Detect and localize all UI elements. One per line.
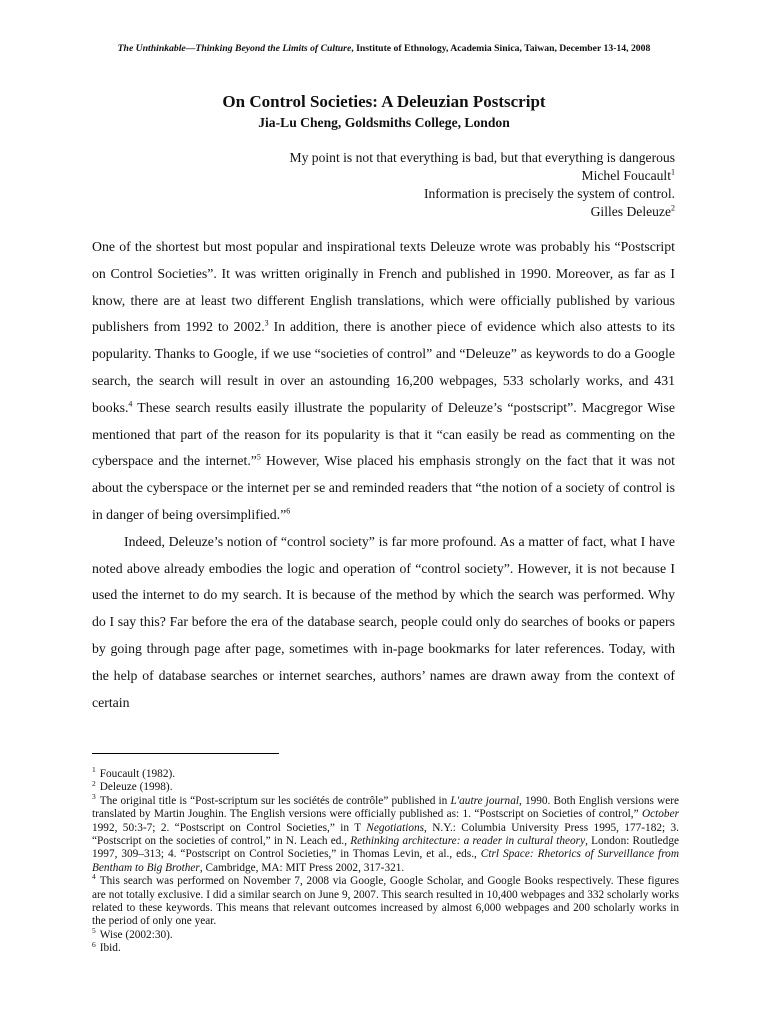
epigraph-quote-2: Information is precisely the system of control. bbox=[423, 186, 675, 201]
footnote-ref-2[interactable]: 2 bbox=[671, 203, 675, 213]
epigraph bbox=[290, 149, 675, 221]
footnote-ref-5[interactable]: 5 bbox=[256, 452, 261, 462]
footnote-4 bbox=[92, 872, 679, 929]
footnote-6 bbox=[92, 939, 679, 955]
journal-title: October bbox=[641, 808, 679, 821]
footnote-2 bbox=[92, 778, 679, 794]
author-line: Jia-Lu Cheng, Goldsmiths College, London bbox=[258, 115, 510, 130]
footnote-number: 1 bbox=[92, 765, 96, 775]
footnote-1 bbox=[92, 765, 679, 781]
epigraph-quote-1: My point is not that everything is bad, but that everything is dangerous bbox=[289, 150, 675, 165]
paragraph-1-text-c: These search results easily illustrate the popularity of Deleuze’s “postscript”. Macgregor Wise mentioned that part of the reason for its popularity is that it “can easily be read as commenting on the cyberspace and the internet.” bbox=[92, 399, 675, 469]
footnote-number: 5 bbox=[92, 926, 96, 936]
paragraph-1-text-a: One of the shortest but most popular and inspirational texts Deleuze wrote was probably his “Postscript on Control Societies”. It was written originally in French and published in 1990. Moreover, as far as I know, there are at least two different English translations, which were officially published by various publishers from 1992 to 2002. bbox=[92, 239, 675, 335]
main-body bbox=[92, 234, 675, 716]
footnote-ref-3[interactable]: 3 bbox=[264, 318, 269, 328]
footnote-text: , N.Y.: Columbia University Press 1995, 177-182; 3. “Postscript on the societies of control,” in N. Leach ed., bbox=[92, 821, 679, 848]
footnotes bbox=[92, 765, 679, 956]
footnote-text: , London: Routledge 1997, 309–313; 4. “Postscript on Control Societies,” in Thomas Levin, et al., eds., bbox=[92, 835, 679, 861]
footnote-text: , 1990. Both English versions were translated by Martin Joughin. The English versions were officially published as: 1. “Postscript on Societies of control,” bbox=[92, 794, 679, 821]
book-title: Ctrl Space: Rhetorics of Surveillance from Bentham to Big Brother bbox=[92, 848, 679, 874]
footnote-ref-4[interactable]: 4 bbox=[128, 399, 133, 409]
footnote-text: The original title is “Post-scriptum sur les sociétés de contrôle” published in bbox=[99, 794, 451, 807]
header-conference-title: The Unthinkable—Thinking Beyond the Limits of Culture bbox=[117, 43, 352, 54]
footnote-text: This search was performed on November 7, 2008 via Google, Google Scholar, and Google Books respectively. These figures are not totally exclusive. I did a similar search on June 9, 2007. This search resulted in 10,400 webpages and 332 scholarly works related to these keywords. This means that relevant outcomes increased by almost 6,000 webpages and 200 scholarly works in the period of only one year. bbox=[92, 875, 679, 928]
footnote-text: Ibid. bbox=[99, 942, 121, 955]
paragraph-1-text-d: However, Wise placed his emphasis strongly on the fact that it was not about the cyberspace or the internet per se and reminded readers that “the notion of a society of control is in danger of being oversimplified.” bbox=[92, 453, 675, 522]
body-paragraph-2: Indeed, Deleuze’s notion of “control society” is far more profound. As a matter of fact, what I have noted above already embodies the logic and operation of “control society”. However, it is not because I used the internet to do my search. It is because of the method by which the search was performed. Why do I say this? Far before the era of the database search, people could only do searches of books or papers by going through page after page, sometimes with in-page bookmarks for later references. Today, with the help of database searches or internet searches, authors’ names are drawn away from the context of certain bbox=[92, 533, 675, 710]
header-conference-details: , Institute of Ethnology, Academia Sinica, Taiwan, December 13-14, 2008 bbox=[351, 43, 651, 54]
body-paragraph-1 bbox=[92, 234, 675, 529]
epigraph-attribution-2 bbox=[290, 203, 675, 221]
footnote-number: 6 bbox=[92, 939, 96, 949]
epigraph-author-2: Gilles Deleuze bbox=[590, 204, 671, 219]
footnote-number: 3 bbox=[92, 792, 96, 802]
footnote-text: Wise (2002:30). bbox=[99, 928, 173, 941]
footnote-text: Foucault (1982). bbox=[99, 768, 176, 780]
epigraph-author-1: Michel Foucault bbox=[581, 168, 671, 183]
footnote-ref-6[interactable]: 6 bbox=[286, 506, 291, 516]
footnote-ref-1[interactable]: 1 bbox=[671, 167, 675, 177]
journal-title: L'autre journal bbox=[450, 794, 519, 807]
paragraph-1-text-b: In addition, there is another piece of evidence which also attests to its popularity. Thanks to Google, if we use “societies of control” and “Deleuze” as keywords to do a Google search, the search will result in over an astounding 16,200 webpages, 533 scholarly works, and 431 books. bbox=[92, 319, 675, 415]
book-title: Negotiations bbox=[366, 821, 425, 834]
footnote-3 bbox=[92, 792, 679, 875]
book-title: Rethinking architecture: a reader in cultural theory bbox=[350, 835, 586, 848]
paper-title: On Control Societies: A Deleuzian Postscript bbox=[222, 92, 546, 111]
footnote-divider bbox=[92, 753, 279, 754]
footnote-text: , Cambridge, MA: MIT Press 2002, 317-321. bbox=[199, 861, 405, 874]
running-header bbox=[88, 43, 680, 54]
footnote-number: 4 bbox=[92, 872, 96, 882]
epigraph-attribution-1 bbox=[290, 167, 675, 185]
footnote-number: 2 bbox=[92, 778, 96, 788]
footnote-5 bbox=[92, 926, 679, 942]
footnote-text: 1992, 50:3-7; 2. “Postscript on Control Societies,” in T bbox=[92, 821, 367, 834]
footnote-text: Deleuze (1998). bbox=[99, 781, 173, 794]
